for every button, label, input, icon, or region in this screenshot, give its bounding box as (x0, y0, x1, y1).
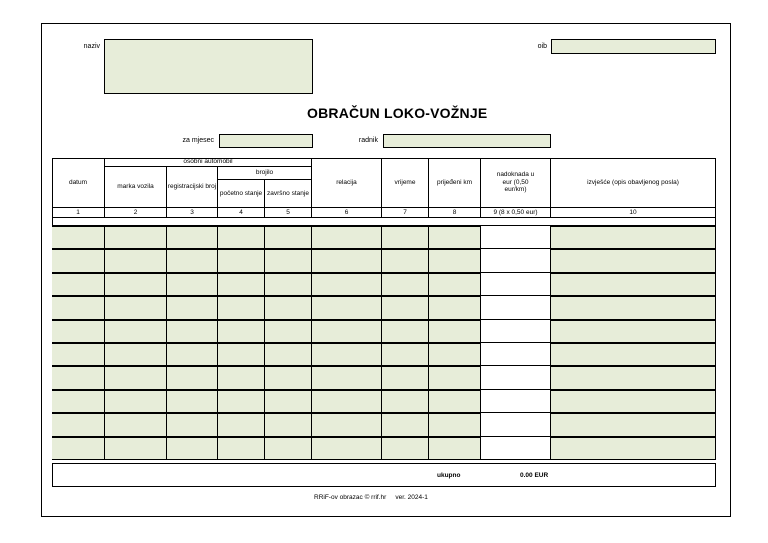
cell-vrijeme[interactable] (382, 390, 429, 413)
table-spacer (52, 218, 716, 226)
cell-marka-vozila[interactable] (105, 249, 167, 272)
table-row (52, 226, 716, 249)
cell-nadoknada (481, 320, 551, 343)
cell-prijedeni-km[interactable] (429, 413, 481, 436)
cell-registracija[interactable] (167, 226, 218, 249)
cell-nadoknada (481, 413, 551, 436)
col-number: 5 (265, 208, 312, 218)
cell-pocetno-stanje[interactable] (218, 390, 265, 413)
cell-nadoknada (481, 249, 551, 272)
cell-izvjesce[interactable] (551, 437, 716, 460)
cell-nadoknada (481, 366, 551, 389)
travel-table (52, 158, 716, 460)
cell-zavrsno-stanje[interactable] (265, 249, 312, 272)
naziv-label: naziv (83, 43, 100, 50)
cell-pocetno-stanje[interactable] (218, 343, 265, 366)
cell-nadoknada (481, 273, 551, 296)
cell-relacija[interactable] (312, 390, 382, 413)
table-row (52, 296, 716, 319)
cell-izvjesce[interactable] (551, 413, 716, 436)
cell-marka-vozila[interactable] (105, 226, 167, 249)
cell-zavrsno-stanje[interactable] (265, 343, 312, 366)
cell-pocetno-stanje[interactable] (218, 273, 265, 296)
cell-vrijeme[interactable] (382, 437, 429, 460)
col-zavrsno-header: završno stanje (265, 180, 312, 208)
za-mjesec-label: za mjesec (182, 137, 214, 144)
cell-zavrsno-stanje[interactable] (265, 413, 312, 436)
cell-vrijeme[interactable] (382, 249, 429, 272)
col-pocetno-header: početno stanje (218, 180, 265, 208)
cell-relacija[interactable] (312, 249, 382, 272)
totals-bar (52, 463, 716, 487)
cell-marka-vozila[interactable] (105, 273, 167, 296)
cell-registracija[interactable] (167, 296, 218, 319)
col-number: 9 (8 x 0,50 eur) (481, 208, 551, 218)
cell-prijedeni-km[interactable] (429, 320, 481, 343)
cell-vrijeme[interactable] (382, 343, 429, 366)
col-number: 10 (551, 208, 716, 218)
cell-vrijeme[interactable] (382, 273, 429, 296)
footer-text: RRiF-ov obrazac © rrif.hr ver. 2024-1 (314, 494, 428, 501)
cell-relacija[interactable] (312, 273, 382, 296)
cell-prijedeni-km[interactable] (429, 296, 481, 319)
col-nadoknada-header: nadoknada u eur (0,50 eur/km) (481, 158, 551, 208)
cell-prijedeni-km[interactable] (429, 343, 481, 366)
cell-datum[interactable] (52, 273, 105, 296)
cell-marka-vozila[interactable] (105, 343, 167, 366)
cell-registracija[interactable] (167, 273, 218, 296)
cell-datum[interactable] (52, 296, 105, 319)
cell-pocetno-stanje[interactable] (218, 366, 265, 389)
table-row (52, 249, 716, 272)
cell-registracija[interactable] (167, 437, 218, 460)
cell-relacija[interactable] (312, 366, 382, 389)
brojilo-header: brojilo (218, 167, 312, 180)
cell-zavrsno-stanje[interactable] (265, 296, 312, 319)
cell-zavrsno-stanje[interactable] (265, 320, 312, 343)
cell-marka-vozila[interactable] (105, 320, 167, 343)
oib-field[interactable] (551, 39, 716, 54)
cell-marka-vozila[interactable] (105, 366, 167, 389)
naziv-field[interactable] (104, 39, 313, 94)
cell-datum[interactable] (52, 390, 105, 413)
cell-registracija[interactable] (167, 366, 218, 389)
cell-zavrsno-stanje[interactable] (265, 273, 312, 296)
cell-marka-vozila[interactable] (105, 413, 167, 436)
cell-nadoknada (481, 390, 551, 413)
cell-relacija[interactable] (312, 343, 382, 366)
cell-relacija[interactable] (312, 413, 382, 436)
cell-prijedeni-km[interactable] (429, 273, 481, 296)
col-relacija-header: relacija (312, 158, 382, 208)
cell-pocetno-stanje[interactable] (218, 226, 265, 249)
cell-zavrsno-stanje[interactable] (265, 390, 312, 413)
cell-pocetno-stanje[interactable] (218, 320, 265, 343)
cell-nadoknada (481, 437, 551, 460)
cell-vrijeme[interactable] (382, 413, 429, 436)
cell-relacija[interactable] (312, 320, 382, 343)
za-mjesec-field[interactable] (219, 134, 313, 148)
cell-relacija[interactable] (312, 437, 382, 460)
cell-datum[interactable] (52, 366, 105, 389)
cell-vrijeme[interactable] (382, 296, 429, 319)
cell-pocetno-stanje[interactable] (218, 296, 265, 319)
cell-marka-vozila[interactable] (105, 390, 167, 413)
col-datum-header: datum (52, 158, 105, 208)
cell-zavrsno-stanje[interactable] (265, 437, 312, 460)
cell-izvjesce[interactable] (551, 296, 716, 319)
cell-registracija[interactable] (167, 249, 218, 272)
cell-pocetno-stanje[interactable] (218, 437, 265, 460)
cell-izvjesce[interactable] (551, 273, 716, 296)
cell-relacija[interactable] (312, 226, 382, 249)
cell-pocetno-stanje[interactable] (218, 413, 265, 436)
col-number: 4 (218, 208, 265, 218)
cell-izvjesce[interactable] (551, 390, 716, 413)
cell-datum[interactable] (52, 413, 105, 436)
osobni-automobil-header: osobni automobil (105, 158, 312, 167)
cell-prijedeni-km[interactable] (429, 437, 481, 460)
col-number: 8 (429, 208, 481, 218)
cell-datum[interactable] (52, 249, 105, 272)
cell-zavrsno-stanje[interactable] (265, 226, 312, 249)
cell-prijedeni-km[interactable] (429, 390, 481, 413)
cell-datum[interactable] (52, 437, 105, 460)
table-row (52, 437, 716, 460)
cell-izvjesce[interactable] (551, 343, 716, 366)
cell-nadoknada (481, 226, 551, 249)
cell-marka-vozila[interactable] (105, 437, 167, 460)
radnik-label: radnik (358, 137, 378, 144)
cell-datum[interactable] (52, 343, 105, 366)
table-row (52, 390, 716, 413)
cell-datum[interactable] (52, 226, 105, 249)
cell-izvjesce[interactable] (551, 366, 716, 389)
col-number: 3 (167, 208, 218, 218)
cell-nadoknada (481, 343, 551, 366)
cell-pocetno-stanje[interactable] (218, 249, 265, 272)
table-row (52, 343, 716, 366)
table-row (52, 366, 716, 389)
col-number: 7 (382, 208, 429, 218)
cell-prijedeni-km[interactable] (429, 249, 481, 272)
cell-registracija[interactable] (167, 390, 218, 413)
col-registracija-header: registracijski broj (167, 167, 218, 208)
col-vrijeme-header: vrijeme (382, 158, 429, 208)
table-row (52, 273, 716, 296)
col-prijedeni-km-header: prijeđeni km (429, 158, 481, 208)
cell-registracija[interactable] (167, 320, 218, 343)
ukupno-value: 0.00 EUR (520, 472, 549, 479)
cell-datum[interactable] (52, 320, 105, 343)
cell-prijedeni-km[interactable] (429, 226, 481, 249)
cell-vrijeme[interactable] (382, 320, 429, 343)
form-title: OBRAČUN LOKO-VOŽNJE (307, 105, 488, 121)
cell-registracija[interactable] (167, 343, 218, 366)
col-number: 1 (52, 208, 105, 218)
table-row (52, 413, 716, 436)
cell-registracija[interactable] (167, 413, 218, 436)
ukupno-label: ukupno (437, 472, 461, 479)
col-number: 2 (105, 208, 167, 218)
col-izvjesce-header: izvješće (opis obavljenog posla) (551, 158, 716, 208)
cell-izvjesce[interactable] (551, 320, 716, 343)
col-number: 6 (312, 208, 382, 218)
table-row (52, 320, 716, 343)
cell-prijedeni-km[interactable] (429, 366, 481, 389)
cell-marka-vozila[interactable] (105, 296, 167, 319)
table-body (52, 226, 716, 460)
cell-nadoknada (481, 296, 551, 319)
cell-izvjesce[interactable] (551, 249, 716, 272)
radnik-field[interactable] (383, 134, 551, 148)
cell-relacija[interactable] (312, 296, 382, 319)
cell-vrijeme[interactable] (382, 226, 429, 249)
oib-label: oib (537, 43, 547, 50)
col-marka-header: marka vozila (105, 167, 167, 208)
cell-zavrsno-stanje[interactable] (265, 366, 312, 389)
cell-vrijeme[interactable] (382, 366, 429, 389)
cell-izvjesce[interactable] (551, 226, 716, 249)
